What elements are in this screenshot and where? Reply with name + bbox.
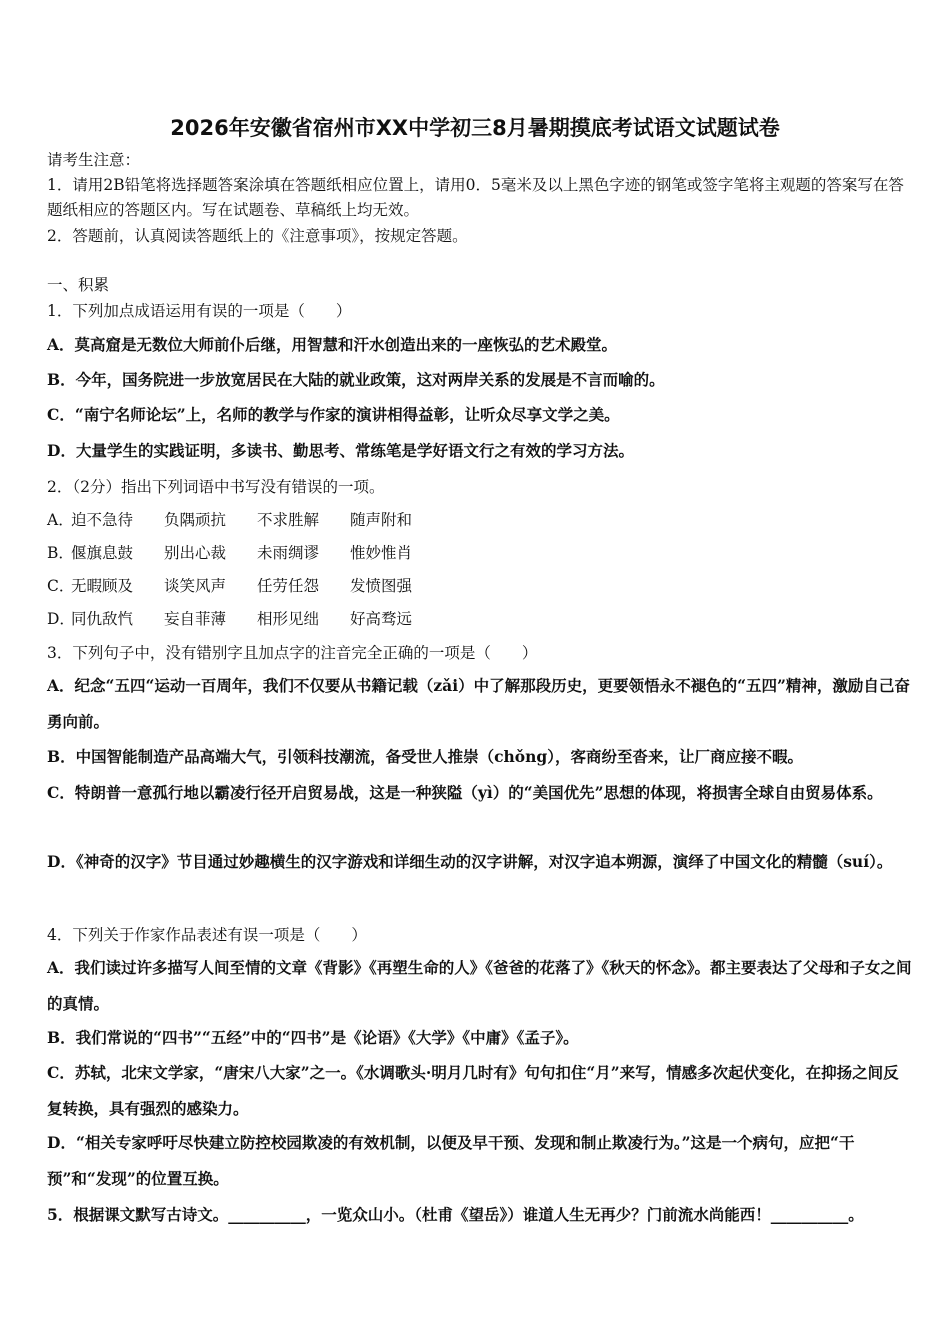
- q1-stem: 1．下列加点成语运用有误的一项是（ ）: [47, 302, 352, 320]
- q4-stem: 4．下列关于作家作品表述有误一项是（ ）: [47, 926, 367, 944]
- section-heading: 一、积累: [47, 276, 110, 294]
- q4-option-b: B．我们常说的“四书”“五经”中的“四书”是《论语》《大学》《中庸》《孟子》。: [47, 1028, 579, 1047]
- q5-stem: 5．根据课文默写古诗文。__________，一览众山小。（杜甫《望岳》）谁道人生无再少？门前流水尚能西！__________。: [47, 1205, 864, 1224]
- q1-option-b: B．今年，国务院进一步放宽居民在大陆的就业政策，这对两岸关系的发展是不言而喻的。: [47, 370, 665, 389]
- word: 无暇顾及: [71, 577, 134, 595]
- q3-option-a: A．纪念“五四“运动一百周年，我们不仅要从书籍记载（zǎi）中了解那段历史，更要领悟永不褪色的“五四”精神，激励自己奋勇向前。: [47, 676, 910, 731]
- word: 别出心裁: [164, 544, 227, 562]
- option-label: D．: [47, 610, 75, 628]
- q2-option-c: [47, 568, 912, 604]
- word: 谈笑风声: [164, 577, 227, 595]
- q2-option-b: [47, 535, 912, 571]
- q4-option-a: A．我们读过许多描写人间至情的文章《背影》《再塑生命的人》《爸爸的花落了》《秋天的怀念》。都主要表达了父母和子女之间的真情。: [47, 958, 912, 1013]
- q1-option-c: C．“南宁名师论坛”上，名师的教学与作家的演讲相得益彰，让听众尽享文学之美。: [47, 405, 620, 424]
- option-label: A．: [47, 511, 74, 529]
- q3-option-c: C．特朗普一意孤行地以霸凌行径开启贸易战，这是一种狭隘（yì）的“美国优先”思想的体现，将损害全球自由贸易体系。: [47, 783, 883, 802]
- notice-heading: 请考生注意：: [47, 151, 141, 169]
- word: 随声附和: [350, 511, 413, 529]
- q4-option-c: C．苏轼，北宋文学家，“唐宋八大家”之一。《水调歌头·明月几时有》句句扣住“月”来写，情感多次起伏变化，在抑扬之间反复转换，具有强烈的感染力。: [47, 1063, 899, 1118]
- option-label: B．: [47, 544, 74, 562]
- q2-stem: 2．（2分）指出下列词语中书写没有错误的一项。: [47, 478, 385, 496]
- q2-option-a: [47, 502, 912, 538]
- q1-option-a: A．莫高窟是无数位大师前仆后继，用智慧和汗水创造出来的一座恢弘的艺术殿堂。: [47, 335, 618, 354]
- page-title: 2026年安徽省宿州市XX中学初三8月暑期摸底考试语文试题试卷: [170, 116, 780, 140]
- word: 负隅顽抗: [164, 511, 227, 529]
- notice-item-1: 1．请用2B铅笔将选择题答案涂填在答题纸相应位置上，请用0．5毫米及以上黑色字迹的钢笔或签字笔将主观题的答案写在答题纸相应的答题区内。写在试题卷、草稿纸上均无效。: [47, 176, 904, 219]
- q3-stem: 3．下列句子中，没有错别字且加点字的注音完全正确的一项是（ ）: [47, 644, 538, 662]
- word: 不求胜解: [257, 511, 320, 529]
- q3-option-b: B．中国智能制造产品高端大气，引领科技潮流，备受世人推崇（chǒng），客商纷至沓来，让厂商应接不暇。: [47, 747, 804, 766]
- word: 同仇敌忾: [71, 610, 134, 628]
- word: 惟妙惟肖: [350, 544, 413, 562]
- q2-option-d: [47, 601, 912, 637]
- word: 好高骛远: [350, 610, 413, 628]
- word: 迫不急待: [71, 511, 134, 529]
- word: 发愤图强: [350, 577, 413, 595]
- word: 未雨绸谬: [257, 544, 320, 562]
- q4-option-d: D．“相关专家呼吁尽快建立防控校园欺凌的有效机制，以便及早干预、发现和制止欺凌行为。”这是一个病句，应把“干预”和“发现”的位置互换。: [47, 1133, 855, 1188]
- q3-option-d: D．《神奇的汉字》节目通过妙趣横生的汉字游戏和详细生动的汉字讲解，对汉字追本朔源，演绎了中国文化的精髓（suí）。: [47, 852, 893, 871]
- word: 偃旗息鼓: [71, 544, 134, 562]
- word: 任劳任怨: [257, 577, 320, 595]
- q1-option-d: D．大量学生的实践证明，多读书、勤思考、常练笔是学好语文行之有效的学习方法。: [47, 441, 634, 460]
- notice-item-2: 2．答题前，认真阅读答题纸上的《注意事项》，按规定答题。: [47, 227, 468, 245]
- word: 相形见绌: [257, 610, 320, 628]
- word: 妄自菲薄: [164, 610, 227, 628]
- option-label: C．: [47, 577, 75, 595]
